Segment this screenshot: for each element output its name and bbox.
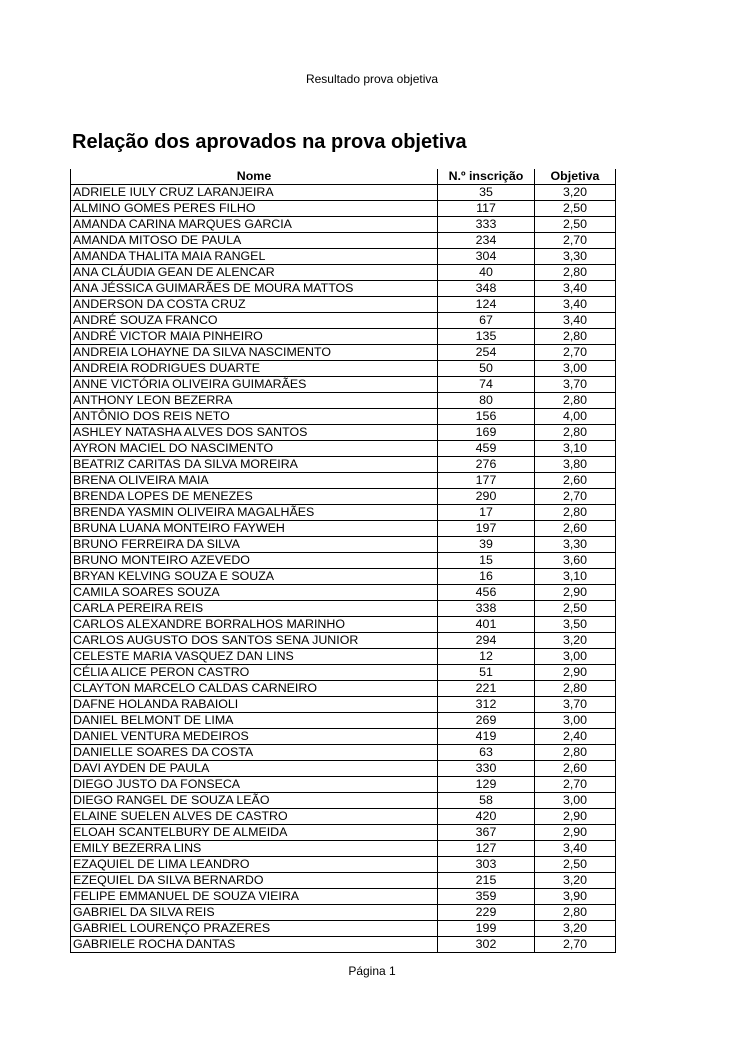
applicant-name: CELESTE MARIA VASQUEZ DAN LINS xyxy=(71,649,438,665)
registration-number: 169 xyxy=(438,425,535,441)
registration-number: 290 xyxy=(438,489,535,505)
registration-number: 129 xyxy=(438,777,535,793)
table-row xyxy=(71,361,616,377)
applicant-name: CARLOS AUGUSTO DOS SANTOS SENA JUNIOR xyxy=(71,633,438,649)
objective-score: 3,70 xyxy=(535,377,616,393)
registration-number: 269 xyxy=(438,713,535,729)
applicant-name: BRUNO MONTEIRO AZEVEDO xyxy=(71,553,438,569)
objective-score: 2,80 xyxy=(535,905,616,921)
registration-number: 17 xyxy=(438,505,535,521)
objective-score: 3,60 xyxy=(535,553,616,569)
objective-score: 2,80 xyxy=(535,265,616,281)
applicant-name: CLAYTON MARCELO CALDAS CARNEIRO xyxy=(71,681,438,697)
table-row xyxy=(71,713,616,729)
registration-number: 117 xyxy=(438,201,535,217)
objective-score: 3,50 xyxy=(535,617,616,633)
objective-score: 2,70 xyxy=(535,345,616,361)
applicant-name: EZAQUIEL DE LIMA LEANDRO xyxy=(71,857,438,873)
applicant-name: ELOAH SCANTELBURY DE ALMEIDA xyxy=(71,825,438,841)
table-row xyxy=(71,393,616,409)
objective-score: 3,20 xyxy=(535,921,616,937)
table-row xyxy=(71,937,616,953)
table-row xyxy=(71,921,616,937)
applicant-name: ANDREIA LOHAYNE DA SILVA NASCIMENTO xyxy=(71,345,438,361)
table-row xyxy=(71,297,616,313)
objective-score: 4,00 xyxy=(535,409,616,425)
objective-score: 2,80 xyxy=(535,425,616,441)
applicant-name: ANDRÉ VICTOR MAIA PINHEIRO xyxy=(71,329,438,345)
objective-score: 2,90 xyxy=(535,665,616,681)
column-header-name: Nome xyxy=(71,169,438,185)
table-row xyxy=(71,473,616,489)
applicant-name: DANIEL VENTURA MEDEIROS xyxy=(71,729,438,745)
registration-number: 135 xyxy=(438,329,535,345)
registration-number: 197 xyxy=(438,521,535,537)
registration-number: 254 xyxy=(438,345,535,361)
objective-score: 2,40 xyxy=(535,729,616,745)
table-row xyxy=(71,617,616,633)
registration-number: 35 xyxy=(438,185,535,201)
applicant-name: AMANDA MITOSO DE PAULA xyxy=(71,233,438,249)
applicant-name: ANDREIA RODRIGUES DUARTE xyxy=(71,361,438,377)
table-body xyxy=(71,185,616,953)
applicant-name: CAMILA SOARES SOUZA xyxy=(71,585,438,601)
objective-score: 3,20 xyxy=(535,185,616,201)
registration-number: 312 xyxy=(438,697,535,713)
registration-number: 215 xyxy=(438,873,535,889)
applicant-name: ALMINO GOMES PERES FILHO xyxy=(71,201,438,217)
applicant-name: ANTÔNIO DOS REIS NETO xyxy=(71,409,438,425)
registration-number: 359 xyxy=(438,889,535,905)
column-header-registration: N.º inscrição xyxy=(438,169,535,185)
applicant-name: FELIPE EMMANUEL DE SOUZA VIEIRA xyxy=(71,889,438,905)
objective-score: 2,80 xyxy=(535,681,616,697)
applicant-name: ANTHONY LEON BEZERRA xyxy=(71,393,438,409)
table-header-row xyxy=(71,169,616,185)
table-row xyxy=(71,201,616,217)
document-title: Relação dos aprovados na prova objetiva xyxy=(72,131,467,153)
registration-number: 15 xyxy=(438,553,535,569)
objective-score: 2,50 xyxy=(535,201,616,217)
applicant-name: GABRIEL LOURENÇO PRAZERES xyxy=(71,921,438,937)
table-row xyxy=(71,409,616,425)
objective-score: 2,70 xyxy=(535,233,616,249)
table-row xyxy=(71,553,616,569)
applicant-name: ASHLEY NATASHA ALVES DOS SANTOS xyxy=(71,425,438,441)
applicant-name: ADRIELE IULY CRUZ LARANJEIRA xyxy=(71,185,438,201)
applicant-name: DAVI AYDEN DE PAULA xyxy=(71,761,438,777)
table-row xyxy=(71,745,616,761)
applicant-name: AYRON MACIEL DO NASCIMENTO xyxy=(71,441,438,457)
registration-number: 294 xyxy=(438,633,535,649)
registration-number: 199 xyxy=(438,921,535,937)
registration-number: 74 xyxy=(438,377,535,393)
registration-number: 234 xyxy=(438,233,535,249)
objective-score: 3,40 xyxy=(535,313,616,329)
objective-score: 2,60 xyxy=(535,521,616,537)
objective-score: 2,50 xyxy=(535,217,616,233)
table-row xyxy=(71,633,616,649)
objective-score: 2,90 xyxy=(535,825,616,841)
objective-score: 3,80 xyxy=(535,457,616,473)
objective-score: 3,40 xyxy=(535,841,616,857)
applicant-name: CARLOS ALEXANDRE BORRALHOS MARINHO xyxy=(71,617,438,633)
column-header-score: Objetiva xyxy=(535,169,616,185)
registration-number: 12 xyxy=(438,649,535,665)
applicant-name: EMILY BEZERRA LINS xyxy=(71,841,438,857)
table-row xyxy=(71,457,616,473)
applicant-name: ANDERSON DA COSTA CRUZ xyxy=(71,297,438,313)
applicant-name: DANIELLE SOARES DA COSTA xyxy=(71,745,438,761)
table-row xyxy=(71,249,616,265)
objective-score: 2,50 xyxy=(535,857,616,873)
objective-score: 3,90 xyxy=(535,889,616,905)
registration-number: 40 xyxy=(438,265,535,281)
page-number: Página 1 xyxy=(348,964,396,978)
results-table xyxy=(70,169,616,953)
registration-number: 401 xyxy=(438,617,535,633)
applicant-name: ANNE VICTÓRIA OLIVEIRA GUIMARÃES xyxy=(71,377,438,393)
objective-score: 3,00 xyxy=(535,361,616,377)
registration-number: 419 xyxy=(438,729,535,745)
applicant-name: DAFNE HOLANDA RABAIOLI xyxy=(71,697,438,713)
registration-number: 303 xyxy=(438,857,535,873)
table-row xyxy=(71,425,616,441)
objective-score: 2,80 xyxy=(535,329,616,345)
objective-score: 2,60 xyxy=(535,473,616,489)
applicant-name: BRUNA LUANA MONTEIRO FAYWEH xyxy=(71,521,438,537)
table-row xyxy=(71,681,616,697)
table-row xyxy=(71,649,616,665)
table-row xyxy=(71,185,616,201)
objective-score: 2,50 xyxy=(535,601,616,617)
objective-score: 3,00 xyxy=(535,793,616,809)
registration-number: 16 xyxy=(438,569,535,585)
registration-number: 330 xyxy=(438,761,535,777)
registration-number: 304 xyxy=(438,249,535,265)
objective-score: 3,30 xyxy=(535,537,616,553)
objective-score: 2,60 xyxy=(535,761,616,777)
registration-number: 456 xyxy=(438,585,535,601)
table-row xyxy=(71,729,616,745)
registration-number: 276 xyxy=(438,457,535,473)
applicant-name: BRENDA LOPES DE MENEZES xyxy=(71,489,438,505)
applicant-name: ELAINE SUELEN ALVES DE CASTRO xyxy=(71,809,438,825)
applicant-name: ANA JÉSSICA GUIMARÃES DE MOURA MATTOS xyxy=(71,281,438,297)
applicant-name: BRENDA YASMIN OLIVEIRA MAGALHÃES xyxy=(71,505,438,521)
applicant-name: BRYAN KELVING SOUZA E SOUZA xyxy=(71,569,438,585)
applicant-name: AMANDA THALITA MAIA RANGEL xyxy=(71,249,438,265)
table-row xyxy=(71,313,616,329)
objective-score: 2,90 xyxy=(535,585,616,601)
table-row xyxy=(71,905,616,921)
registration-number: 221 xyxy=(438,681,535,697)
table-row xyxy=(71,825,616,841)
table-row xyxy=(71,857,616,873)
table-row xyxy=(71,377,616,393)
registration-number: 39 xyxy=(438,537,535,553)
registration-number: 338 xyxy=(438,601,535,617)
objective-score: 2,70 xyxy=(535,489,616,505)
registration-number: 63 xyxy=(438,745,535,761)
objective-score: 3,70 xyxy=(535,697,616,713)
objective-score: 2,70 xyxy=(535,937,616,953)
objective-score: 3,10 xyxy=(535,441,616,457)
table-row xyxy=(71,777,616,793)
page-header: Resultado prova objetiva xyxy=(305,72,439,86)
table-row xyxy=(71,537,616,553)
table-row xyxy=(71,841,616,857)
registration-number: 229 xyxy=(438,905,535,921)
objective-score: 3,10 xyxy=(535,569,616,585)
applicant-name: DANIEL BELMONT DE LIMA xyxy=(71,713,438,729)
table-row xyxy=(71,233,616,249)
objective-score: 3,20 xyxy=(535,873,616,889)
table-row xyxy=(71,329,616,345)
registration-number: 459 xyxy=(438,441,535,457)
objective-score: 3,20 xyxy=(535,633,616,649)
table-row xyxy=(71,489,616,505)
applicant-name: DIEGO JUSTO DA FONSECA xyxy=(71,777,438,793)
registration-number: 333 xyxy=(438,217,535,233)
applicant-name: CARLA PEREIRA REIS xyxy=(71,601,438,617)
applicant-name: DIEGO RANGEL DE SOUZA LEÃO xyxy=(71,793,438,809)
objective-score: 2,70 xyxy=(535,777,616,793)
applicant-name: BRUNO FERREIRA DA SILVA xyxy=(71,537,438,553)
registration-number: 51 xyxy=(438,665,535,681)
table-row xyxy=(71,585,616,601)
table-row xyxy=(71,521,616,537)
table-row xyxy=(71,217,616,233)
registration-number: 302 xyxy=(438,937,535,953)
applicant-name: ANA CLÁUDIA GEAN DE ALENCAR xyxy=(71,265,438,281)
table-row xyxy=(71,665,616,681)
table-row xyxy=(71,441,616,457)
registration-number: 67 xyxy=(438,313,535,329)
registration-number: 177 xyxy=(438,473,535,489)
applicant-name: BRENA OLIVEIRA MAIA xyxy=(71,473,438,489)
applicant-name: GABRIEL DA SILVA REIS xyxy=(71,905,438,921)
applicant-name: CÉLIA ALICE PERON CASTRO xyxy=(71,665,438,681)
table-row xyxy=(71,809,616,825)
table-row xyxy=(71,761,616,777)
objective-score: 2,80 xyxy=(535,745,616,761)
objective-score: 3,40 xyxy=(535,281,616,297)
objective-score: 3,00 xyxy=(535,713,616,729)
applicant-name: BEATRIZ CARITAS DA SILVA MOREIRA xyxy=(71,457,438,473)
objective-score: 2,80 xyxy=(535,393,616,409)
applicant-name: ANDRÉ SOUZA FRANCO xyxy=(71,313,438,329)
table-row xyxy=(71,697,616,713)
objective-score: 3,40 xyxy=(535,297,616,313)
table-row xyxy=(71,793,616,809)
registration-number: 50 xyxy=(438,361,535,377)
registration-number: 156 xyxy=(438,409,535,425)
table-row xyxy=(71,601,616,617)
table-row xyxy=(71,873,616,889)
applicant-name: EZEQUIEL DA SILVA BERNARDO xyxy=(71,873,438,889)
applicant-name: GABRIELE ROCHA DANTAS xyxy=(71,937,438,953)
applicant-name: AMANDA CARINA MARQUES GARCIA xyxy=(71,217,438,233)
table-row xyxy=(71,345,616,361)
registration-number: 80 xyxy=(438,393,535,409)
registration-number: 127 xyxy=(438,841,535,857)
registration-number: 58 xyxy=(438,793,535,809)
table-row xyxy=(71,505,616,521)
registration-number: 348 xyxy=(438,281,535,297)
table-row xyxy=(71,569,616,585)
objective-score: 2,80 xyxy=(535,505,616,521)
table-row xyxy=(71,265,616,281)
table-row xyxy=(71,889,616,905)
registration-number: 124 xyxy=(438,297,535,313)
registration-number: 367 xyxy=(438,825,535,841)
objective-score: 2,90 xyxy=(535,809,616,825)
registration-number: 420 xyxy=(438,809,535,825)
objective-score: 3,30 xyxy=(535,249,616,265)
table-row xyxy=(71,281,616,297)
objective-score: 3,00 xyxy=(535,649,616,665)
